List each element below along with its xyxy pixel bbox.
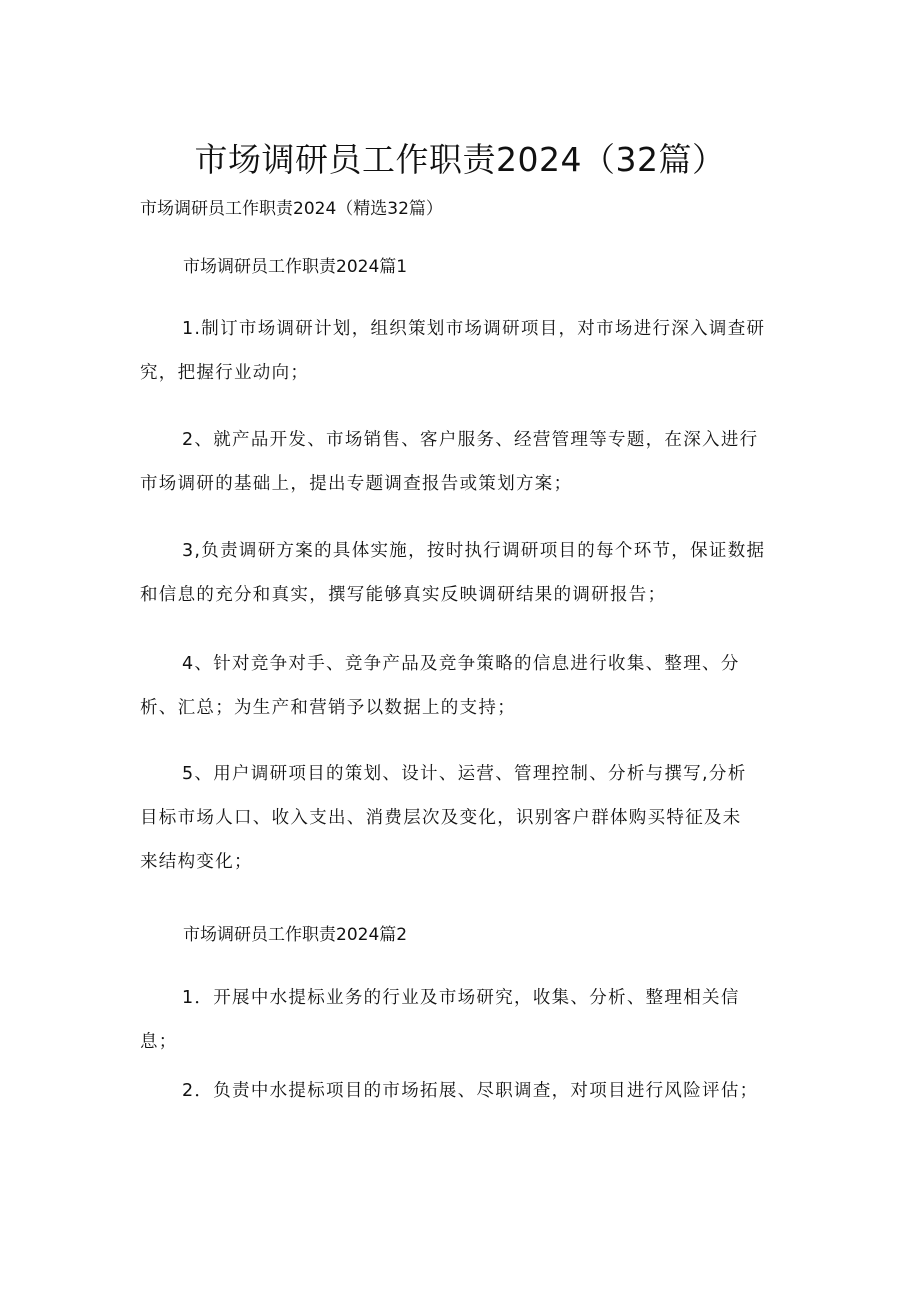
paragraph-line: 析、汇总；为生产和营销予以数据上的支持；	[140, 698, 516, 718]
paragraph-line: 2、就产品开发、市场销售、客户服务、经营管理等专题，在深入进行	[182, 430, 759, 450]
paragraph	[140, 307, 800, 395]
paragraph-line: 2．负责中水提标项目的市场拓展、尽职调查，对项目进行风险评估；	[182, 1081, 759, 1101]
paragraph	[140, 418, 800, 506]
document-subtitle: 市场调研员工作职责2024（精选32篇）	[140, 199, 443, 219]
paragraph-line: 究，把握行业动向；	[140, 363, 310, 383]
paragraph	[140, 642, 800, 730]
paragraph-line: 来结构变化；	[140, 852, 253, 872]
section-heading: 市场调研员工作职责2024篇2	[183, 925, 408, 945]
paragraph-line: 和信息的充分和真实，撰写能够真实反映调研结果的调研报告；	[140, 585, 667, 605]
paragraph-line: 目标市场人口、收入支出、消费层次及变化，识别客户群体购买特征及未	[140, 808, 742, 828]
paragraph	[140, 1069, 800, 1113]
paragraph-line: 息；	[140, 1032, 178, 1052]
paragraph-line: 4、针对竞争对手、竞争产品及竞争策略的信息进行收集、整理、分	[182, 654, 740, 674]
paragraph	[140, 976, 800, 1064]
paragraph-line: 3,负责调研方案的具体实施，按时执行调研项目的每个环节，保证数据	[182, 541, 766, 561]
paragraph-line: 5、用户调研项目的策划、设计、运营、管理控制、分析与撰写,分析	[182, 764, 747, 784]
paragraph-line: 市场调研的基础上，提出专题调查报告或策划方案；	[140, 474, 573, 494]
section-heading: 市场调研员工作职责2024篇1	[183, 257, 408, 277]
paragraph	[140, 752, 800, 884]
paragraph	[140, 529, 800, 617]
document-title: 市场调研员工作职责2024（32篇）	[194, 140, 726, 179]
paragraph-line: 1．开展中水提标业务的行业及市场研究，收集、分析、整理相关信	[182, 988, 740, 1008]
paragraph-line: 1.制订市场调研计划，组织策划市场调研项目，对市场进行深入调查研	[182, 319, 766, 339]
